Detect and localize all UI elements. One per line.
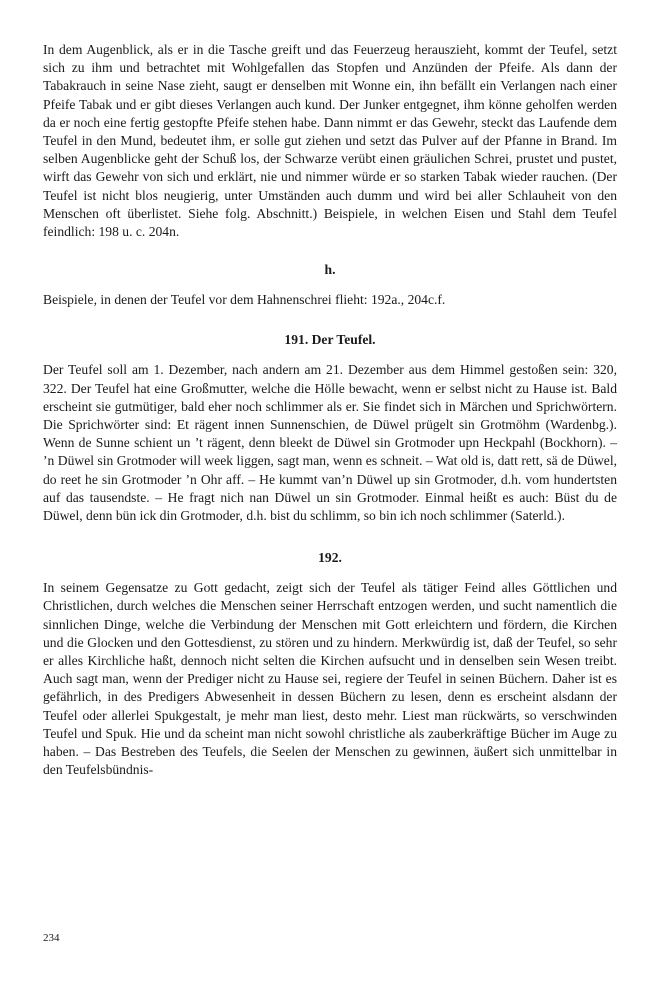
section-heading-h: h. bbox=[324, 262, 336, 278]
page-body bbox=[43, 41, 617, 780]
section-heading-191: 191. Der Teufel. bbox=[284, 332, 376, 348]
paragraph-h: Beispiele, in denen der Teufel vor dem Hahnenschrei flieht: 192a., 204c.f. bbox=[43, 292, 446, 308]
paragraph-intro: In dem Augenblick, als er in die Tasche greift und das Feuerzeug herauszieht, kommt der Teufel, setzt sich zu ihm und betrachtet mit Wohlgefallen das Stopfen und Anzünden der Pfeife. Als dann der Tabakrauch in seine Nase zieht, saugt er denselben mit Wonne ein, ihn befällt ein Verlangen nach einer Pfeife Tabak und er gibt dieses Verlangen auch kund. Der Junker entgegnet, ihm könne geholfen werden da er noch eine fertig gestopfte Pfeife stehen habe. Dann nimmt er das Gewehr, steckt das Laufende dem Teufel in den Mund, bedeutet ihm, er solle gut ziehen und setzt das Pulver auf der Pfanne in Brand. Im selben Augenblicke geht der Schuß los, der Schwarze verübt einen gräulichen Schrei, prustet und pustet, wirft das Gewehr von sich und erklärt, nie und nimmer würde er so starken Tabak wieder rauchen. (Der Teufel ist nicht blos neugierig, unter Umständen auch dumm und wird bei aller Schlauheit von den Menschen oft überlistet. Siehe folg. Abschnitt.) Beispiele, in welchen Eisen und Stahl dem Teufel feindlich: 198 u. c. 204n. bbox=[43, 42, 617, 240]
section-heading-192: 192. bbox=[318, 550, 342, 566]
paragraph-192: In seinem Gegensatze zu Gott gedacht, zeigt sich der Teufel als tätiger Feind alles Göttlichen und Christlichen, durch welches die Menschen seiner Herrschaft entzogen werden, und sucht namentlich die sinnlichen Dinge, welche die Verbindung der Menschen mit Gott erleichtern und fördern, die Kirchen und die Glocken und den Gottesdienst, zu stören und zu hindern. Merkwürdig ist, daß der Teufel, so sehr er alles Kirchliche haßt, dennoch nicht selten die Kirchen aufsucht und in denselben sein Wesen treibt. Auch sagt man, wenn der Prediger nicht zu Hause sei, regiere der Teufel in seinen Büchern. Daher ist es gefährlich, in des Predigers Abwesenheit in dessen Büchern zu lesen, denn es erscheint alsdann der Teufel oder allerlei Spukgestalt, je mehr man liest, desto mehr. Liest man rückwärts, so verschwinden Teufel und Spuk. Hie und da scheint man nicht sowohl christliche als zauberkräftige Bücher im Auge zu haben. – Das Bestreben des Teufels, die Seelen der Menschen zu gewinnen, äußert sich unmittelbar in den Teufelsbündnis- bbox=[43, 580, 617, 778]
paragraph-191: Der Teufel soll am 1. Dezember, nach andern am 21. Dezember aus dem Himmel gestoßen sein: 320, 322. Der Teufel hat eine Großmutter, welche die Hölle bewacht, wenn er selbst nicht zu Hause ist. Bald erscheint sie gutmütiger, bald eher noch schlimmer als er. Sie findet sich in Märchen und Sprichwörtern. Die Sprichwörter sind: Et rägent innen Sunnenschien, de Düwel prügelt sin Grotmöhm (Wardenbg.). Wenn de Sunne schient un ’t rägent, denn bleekt de Düwel sin Grotmoder upn Heckpahl (Bockhorn). – ’n Düwel sin Grotmoder will week liggen, sagt man, wenn es schneit. – Wat old is, datt rett, sä de Düwel, do reet he sin Grotmoder ’n Ohr aff. – He kummt van’n Düwel up sin Grotmoder, d.h. vom hundertsten auf das tausendste. – He fragt nich nan Düwel un sin Grotmoder. Einmal heißt es auch: Büst du de Düwel, denn bün ick din Grotmoder, d.h. bist du schlimm, so bin ich noch schlimmer (Saterld.). bbox=[43, 362, 617, 524]
page-number: 234 bbox=[43, 932, 60, 944]
